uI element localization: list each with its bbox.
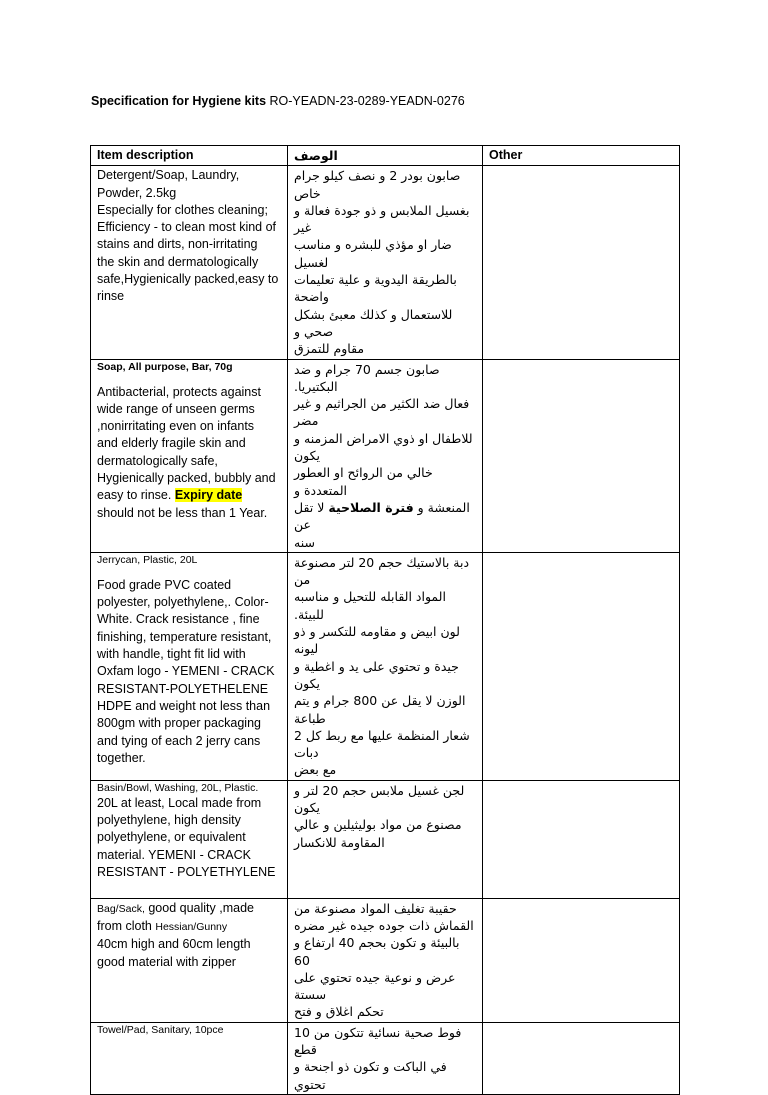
- arabic-description-cell: فوط صحية نسائية تتكون من 10 قطع في الباكت و تكون ذو اجنحة و تحتوي: [288, 1022, 483, 1094]
- item-material: Hessian/Gunny: [155, 920, 228, 933]
- document-title-text: Specification for Hygiene kits: [91, 94, 267, 108]
- table-row: [91, 359, 680, 552]
- item-description-cell: [91, 359, 288, 552]
- item-name: Bag/Sack,: [97, 902, 145, 915]
- other-cell: [483, 780, 680, 898]
- document-reference: RO-YEADN-23-0289-YEADN-0276: [266, 94, 465, 108]
- item-description-cell: [91, 1022, 288, 1094]
- item-description-cell: Detergent/Soap, Laundry, Powder, 2.5kg Especially for clothes cleaning; Efficiency - to clean most kind of stains and dirts, non-irritating the skin and dermatologically safe,Hygienically packed,easy to rinse: [91, 166, 288, 359]
- arabic-text: صابون جسم 70 جرام و ضد البكتيريا. فعال ضد الكثير من الجراثيم و غير مضر للاطفال او ذوي الامراض المزمنه و يكون خالي من الروائح او العطور المتعددة و المنعشة و: [294, 361, 473, 515]
- item-spec-text: Antibacterial, protects against wide range of unseen germs ,nonirritating even on infants and elderly fragile skin and dermatologically safe, Hygienically packed, bubbly and easy to rinse.: [97, 384, 276, 503]
- expiry-date-highlight: Expiry date: [174, 488, 243, 503]
- header-arabic-description: الوصف: [288, 146, 483, 166]
- item-description-cell: [91, 552, 288, 780]
- other-cell: [483, 898, 680, 1022]
- table-row: [91, 898, 680, 1022]
- item-spec-text: Food grade PVC coated polyester, polyethylene,. Color- White. Crack resistance , fine finishing, temperature resistant, with handle, tight fit lid with Oxfam logo - YEMENI - CRACK RESISTANT-POLYETHELENE HDPE and weight not less than 800gm with proper packaging and tying of each 2 jerry cans together.: [97, 577, 275, 765]
- spec-table: [90, 145, 680, 1095]
- item-name: Jerrycan, Plastic, 20L: [97, 553, 198, 566]
- item-description-cell: [91, 898, 288, 1022]
- item-name: Soap, All purpose, Bar, 70g: [97, 360, 233, 373]
- arabic-expiry-bold: فترة الصلاحية: [328, 499, 414, 515]
- other-cell: [483, 166, 680, 359]
- other-cell: [483, 552, 680, 780]
- item-spec-text: 20L at least, Local made from polyethylene, high density polyethylene, or equivalent material. YEMENI - CRACK RESISTANT - POLYETHYLENE: [97, 795, 276, 879]
- document-title: [91, 94, 465, 108]
- table-row: [91, 780, 680, 898]
- arabic-description-cell: صابون بودر 2 و نصف كيلو جرام خاص بغسيل الملابس و ذو جودة فعالة و غير ضار او مؤذي للبشره و مناسب لغسيل بالطريقة اليدوية و علية تعليمات واضحة للاستعمال و كذلك معبئ بشكل صحي و مقاوم للتمزق: [288, 166, 483, 359]
- header-item-description: Item description: [91, 146, 288, 166]
- other-cell: [483, 359, 680, 552]
- table-row: [91, 166, 680, 359]
- item-name: Towel/Pad, Sanitary, 10pce: [97, 1023, 224, 1036]
- table-row: [91, 1022, 680, 1094]
- table-row: [91, 552, 680, 780]
- arabic-description-cell: [288, 359, 483, 552]
- arabic-description-cell: لجن غسيل ملابس حجم 20 لتر و يكون مصنوع من مواد بوليثيلين و عالي المقاومة للانكسار: [288, 780, 483, 898]
- item-spec-tail: should not be less than 1 Year.: [97, 505, 268, 520]
- item-spec-tail: 40cm high and 60cm length good material with zipper: [97, 937, 251, 969]
- item-description-cell: [91, 780, 288, 898]
- table-header-row: [91, 146, 680, 166]
- arabic-text-tail: لا تقل عن سنه: [294, 499, 325, 550]
- item-name: Basin/Bowl, Washing, 20L, Plastic.: [97, 781, 259, 794]
- header-other: Other: [483, 146, 680, 166]
- arabic-description-cell: دبة بالاستيك حجم 20 لتر مصنوعة من المواد القابله للتحيل و مناسبه للبيئة. لون ابيض و مقاومه للتكسر و ذو ليونه جيدة و تحتوي على يد و اغطية و يكون الوزن لا يقل عن 800 جرام و يتم طباعة شعار المنظمة عليها مع ربط كل 2 دبات مع بعض: [288, 552, 483, 780]
- item-spec-text: good quality ,made from cloth: [97, 900, 254, 933]
- other-cell: [483, 1022, 680, 1094]
- arabic-description-cell: حقيبة تغليف المواد مصنوعة من القماش ذات جوده جيده غير مضره بالبيئة و تكون بحجم 40 ارتفاع و 60 عرض و نوعية جيده تحتوي على سستة تحكم اغلاق و فتح: [288, 898, 483, 1022]
